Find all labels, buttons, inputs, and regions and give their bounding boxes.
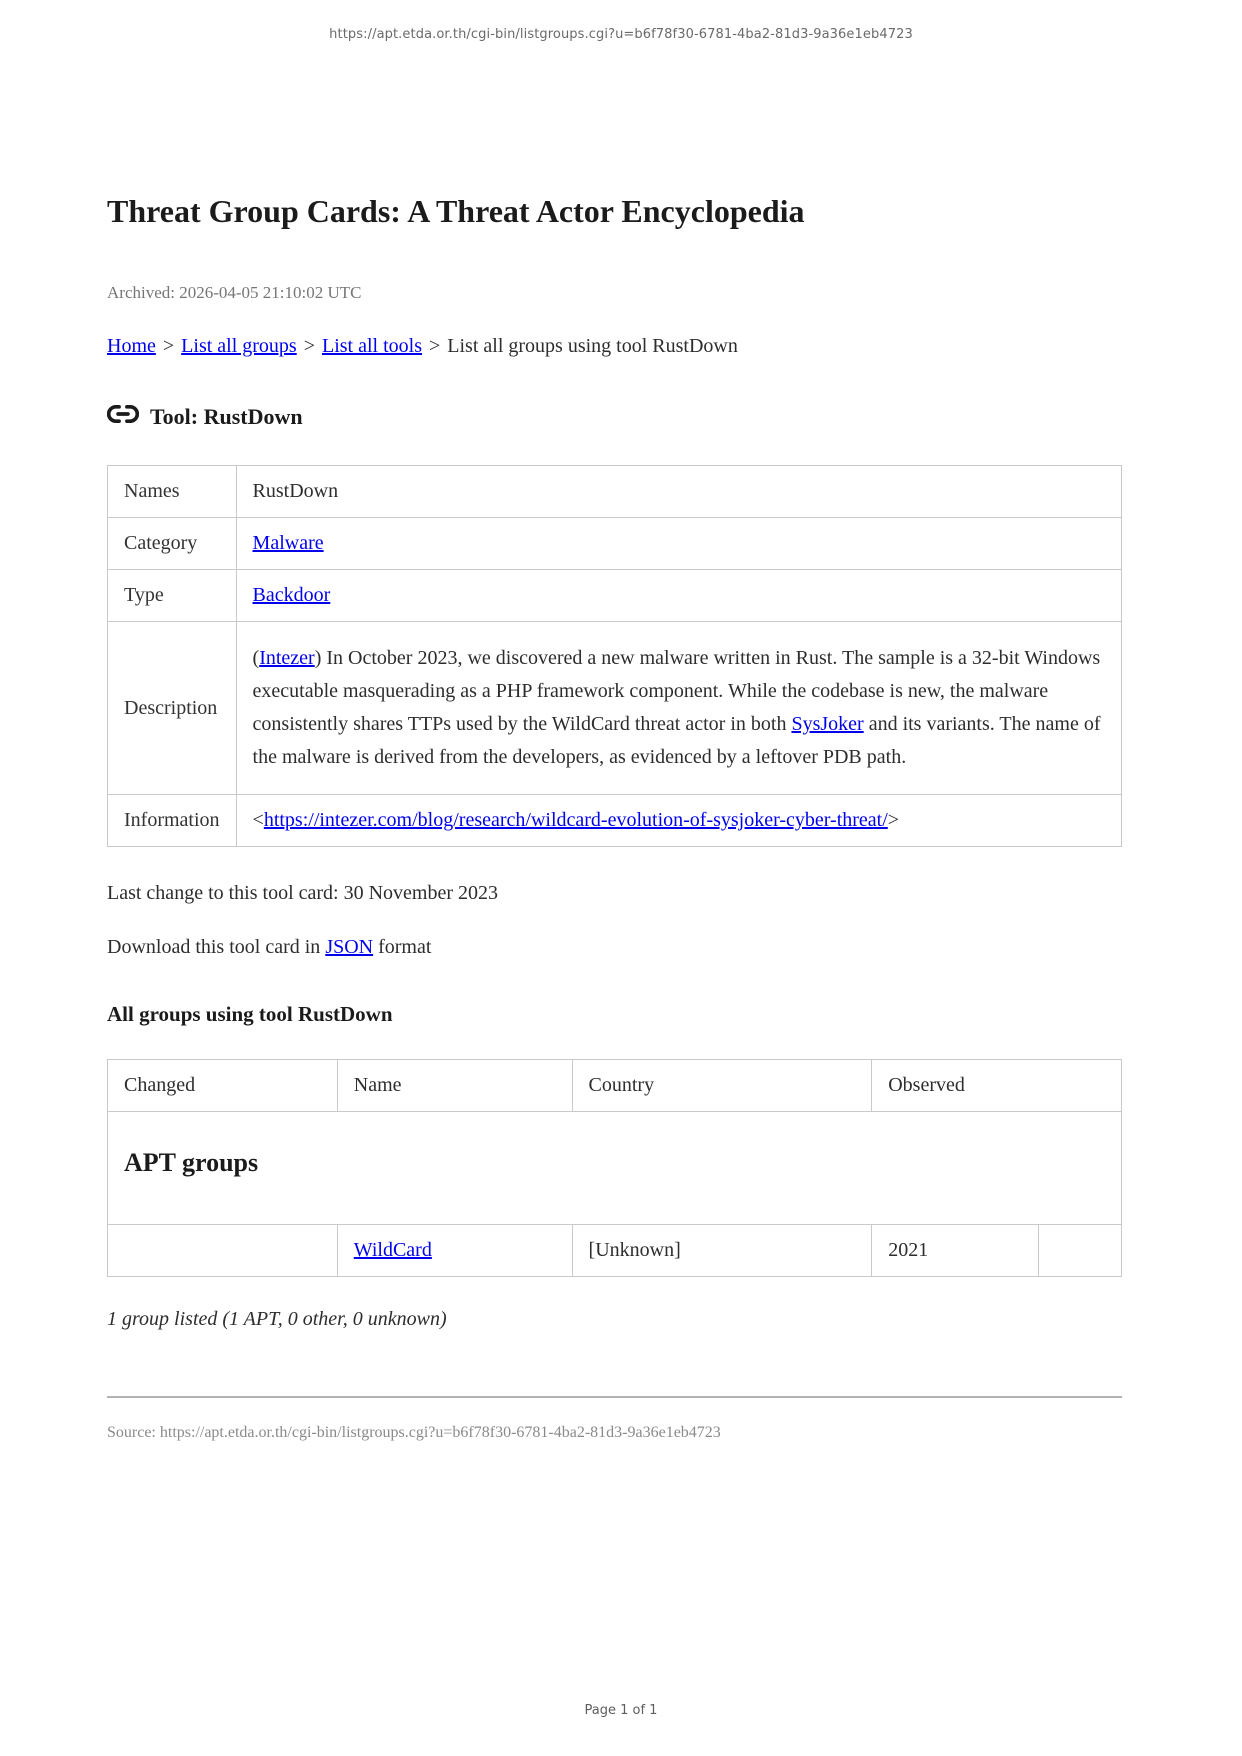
group-name-cell xyxy=(337,1225,572,1277)
malware-category-link[interactable]: Malware xyxy=(252,532,324,554)
column-header-changed: Changed xyxy=(108,1060,338,1112)
breadcrumb-separator: > xyxy=(162,335,175,357)
breadcrumb-home-link[interactable]: Home xyxy=(107,335,156,357)
print-header-url: https://apt.etda.or.th/cgi-bin/listgroups.cgi?u=b6f78f30-6781-4ba2-81d3-9a36e1eb4723 xyxy=(329,27,913,42)
description-text: ( xyxy=(252,647,260,669)
breadcrumb-list-all-groups-link[interactable]: List all groups xyxy=(181,335,297,357)
intezer-link[interactable]: Intezer xyxy=(259,647,315,669)
main-content xyxy=(107,0,1122,1443)
angle-bracket: > xyxy=(887,809,900,831)
column-header-name: Name xyxy=(337,1060,572,1112)
tool-card-table xyxy=(107,465,1122,847)
wildcard-group-link[interactable]: WildCard xyxy=(353,1239,432,1261)
column-header-observed: Observed xyxy=(872,1060,1122,1112)
groups-header-row xyxy=(108,1060,1122,1112)
download-text: format xyxy=(373,936,432,958)
sysjoker-link[interactable]: SysJoker xyxy=(791,713,864,735)
group-count-summary: 1 group listed (1 APT, 0 other, 0 unknown) xyxy=(107,1308,447,1330)
tool-row-description xyxy=(108,622,1122,795)
groups-table xyxy=(107,1059,1122,1277)
page-title: Threat Group Cards: A Threat Actor Encyclopedia xyxy=(107,193,805,229)
tool-heading xyxy=(107,402,1122,432)
group-country-cell: [Unknown] xyxy=(572,1225,872,1277)
names-label: Names xyxy=(108,466,237,518)
groups-section-row xyxy=(108,1112,1122,1225)
json-download-link[interactable]: JSON xyxy=(325,936,374,958)
column-header-country: Country xyxy=(572,1060,872,1112)
download-text: Download this tool card in xyxy=(107,936,326,958)
description-text: ) In October 2023, we discovered a new malware written in Rust. The sample is a 32-bit Windows executable masquerading as a PHP framework component. While the codebase is new, the malware consistently shares TTPs used by the WildCard threat actor in both xyxy=(252,647,1101,735)
information-value xyxy=(236,795,1121,847)
last-change-line: Last change to this tool card: 30 November 2023 xyxy=(107,882,499,904)
tool-heading-label: Tool: RustDown xyxy=(150,404,303,429)
names-value: RustDown xyxy=(236,466,1121,518)
backdoor-type-link[interactable]: Backdoor xyxy=(252,584,331,606)
link-icon xyxy=(107,401,139,427)
section-cell xyxy=(108,1112,1122,1225)
breadcrumb-separator: > xyxy=(429,335,441,357)
tool-row-information xyxy=(108,795,1122,847)
breadcrumb-separator: > xyxy=(303,335,315,357)
group-extra-cell xyxy=(1039,1225,1122,1277)
description-text: and its variants. The name of the malware is derived from the developers, as evidenced by a leftover PDB path. xyxy=(252,713,1101,768)
all-groups-heading: All groups using tool RustDown xyxy=(107,1002,393,1026)
category-value xyxy=(236,518,1121,570)
tool-row-type xyxy=(108,570,1122,622)
type-value xyxy=(236,570,1121,622)
breadcrumb xyxy=(107,334,1122,358)
archived-timestamp: Archived: 2026-04-05 21:10:02 UTC xyxy=(107,283,362,302)
tool-row-category xyxy=(108,518,1122,570)
group-observed-cell: 2021 xyxy=(872,1225,1039,1277)
group-row-wildcard xyxy=(108,1225,1122,1277)
breadcrumb-current: List all groups using tool RustDown xyxy=(447,335,738,357)
category-label: Category xyxy=(108,518,237,570)
separator-line xyxy=(107,1396,1122,1398)
information-label: Information xyxy=(108,795,237,847)
information-url-link[interactable]: https://intezer.com/blog/research/wildcard-evolution-of-sysjoker-cyber-threat/ xyxy=(263,809,888,831)
group-changed-cell xyxy=(108,1225,338,1277)
download-line xyxy=(107,935,1122,959)
print-footer-page-number: Page 1 of 1 xyxy=(584,1703,658,1718)
apt-groups-section-heading: APT groups xyxy=(124,1148,259,1177)
tool-row-names xyxy=(108,466,1122,518)
source-line: Source: https://apt.etda.or.th/cgi-bin/listgroups.cgi?u=b6f78f30-6781-4ba2-81d3-9a36e1eb4723 xyxy=(107,1424,721,1441)
breadcrumb-list-all-tools-link[interactable]: List all tools xyxy=(322,335,422,357)
description-value xyxy=(236,622,1121,795)
description-label: Description xyxy=(108,622,237,795)
type-label: Type xyxy=(108,570,237,622)
angle-bracket: < xyxy=(252,809,264,831)
